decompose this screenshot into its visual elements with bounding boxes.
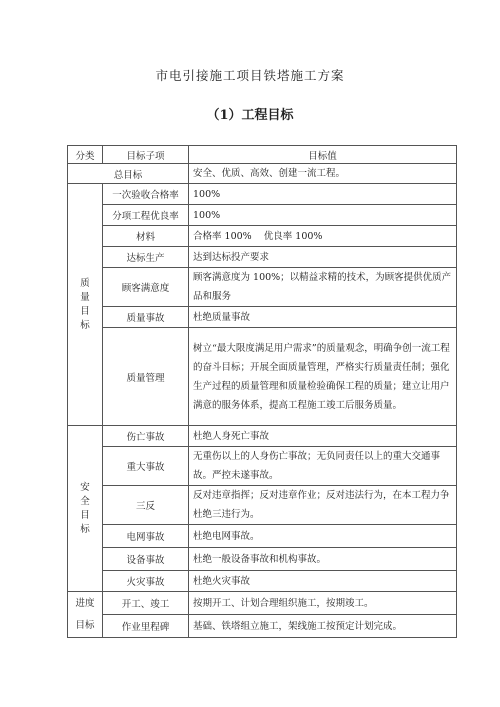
target-value: 达到达标投产要求 [189,247,457,268]
overall-goal-label: 总目标 [68,164,189,184]
header-sub-item: 目标子项 [103,146,189,164]
header-value: 目标值 [189,146,457,164]
target-value: 杜绝火灾事故 [189,571,457,592]
sub-item: 一次验收合格率 [103,184,189,205]
target-value: 反对违章指挥；反对违章作业；反对违法行为，在本工程力争杜绝三违行为。 [189,486,457,525]
table-row [68,226,457,247]
table-row [68,307,457,328]
sub-item: 伤亡事故 [103,426,189,447]
sub-item: 电网事故 [103,525,189,548]
target-value: 按期开工、计划合理组织施工，按期竣工。 [189,592,457,615]
table-row [68,247,457,268]
target-value: 顾客满意度为 100%；以精益求精的技术，为顾客提供优质产品和服务 [189,268,457,307]
target-value: 杜绝一般设备事故和机构事故。 [189,548,457,571]
header-category: 分类 [68,146,103,164]
sub-item: 火灾事故 [103,571,189,592]
table-row [68,571,457,592]
target-value: 合格率 100% 优良率 100% [189,226,457,247]
table-row [68,328,457,426]
sub-item: 质量管理 [103,328,189,426]
sub-item: 质量事故 [103,307,189,328]
table-row [68,486,457,525]
table-row [68,548,457,571]
overall-goal-value: 安全、优质、高效、创建一流工程。 [189,164,457,184]
target-value: 100% [189,205,457,226]
sub-item: 三反 [103,486,189,525]
table-row [68,205,457,226]
target-value: 树立“最大限度满足用户需求”的质量观念，明确争创一流工程的奋斗目标；开展全面质量管理，严格实行质量责任制；强化生产过程的质量管理和质量检验确保工程的质量；建立让用户满意的服务体系，提高工程施工竣工后服务质量。 [189,328,457,426]
target-value: 杜绝人身死亡事故 [189,426,457,447]
document-title: 市电引接施工项目铁塔施工方案 [155,68,345,83]
sub-item: 开工、竣工 [103,592,189,615]
category-safety: 安 全 目 标 [68,426,103,592]
project-goals-table [67,145,457,638]
target-value: 100% [189,184,457,205]
sub-item: 设备事故 [103,548,189,571]
target-value: 杜绝电网事故。 [189,525,457,548]
table-row [68,184,457,205]
target-value: 基础、铁塔组立施工，架线施工按预定计划完成。 [189,615,457,638]
sub-item: 材料 [103,226,189,247]
table-row [68,525,457,548]
sub-item: 作业里程碑 [103,615,189,638]
table-row [68,447,457,486]
category-schedule: 进度 目标 [68,592,103,638]
table-header-row [68,146,457,164]
table-row [68,164,457,184]
sub-item: 顾客满意度 [103,268,189,307]
category-quality: 质 量 目 标 [68,184,103,426]
target-value: 无重伤以上的人身伤亡事故；无负同责任以上的重大交通事故。严控未遂事故。 [189,447,457,486]
sub-item: 重大事故 [103,447,189,486]
table-row [68,268,457,307]
table-row [68,592,457,615]
table-row [68,615,457,638]
sub-item: 分项工程优良率 [103,205,189,226]
sub-item: 达标生产 [103,247,189,268]
table-row [68,426,457,447]
section-title: （1）工程目标 [206,108,294,123]
target-value: 杜绝质量事故 [189,307,457,328]
